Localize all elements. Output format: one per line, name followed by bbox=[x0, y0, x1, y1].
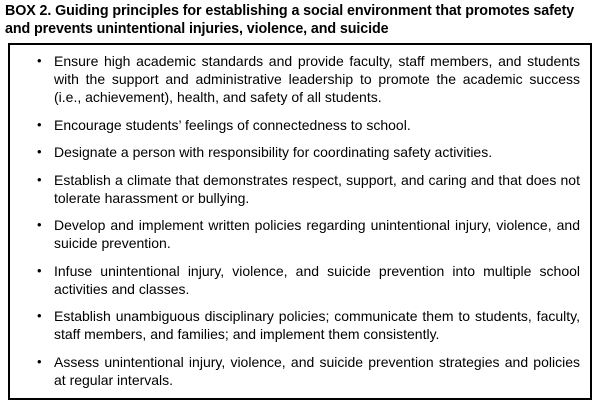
list-item-text: Establish a climate that demonstrates respect, support, and caring and that does not tolerate harassment or bullying. bbox=[54, 171, 580, 206]
list-item bbox=[37, 353, 580, 389]
bullet-icon: • bbox=[37, 171, 42, 187]
list-item-text: Develop and implement written policies regarding unintentional injury, violence, and suicide prevention. bbox=[54, 217, 580, 251]
list-item-text: Ensure high academic standards and provide faculty, staff members, and students with the support and administrative leadership to promote the academic success (i.e., achievement), health, and safety of all students. bbox=[54, 53, 580, 105]
box-heading: BOX 2. Guiding principles for establishing a social environment that promotes safety and prevents unintentional injuries, violence, and suicide bbox=[5, 3, 575, 37]
principles-list bbox=[10, 45, 590, 389]
list-item-text: Infuse unintentional injury, violence, and suicide prevention into multiple school activities and classes. bbox=[54, 262, 580, 297]
bullet-icon: • bbox=[37, 308, 42, 323]
bullet-icon: • bbox=[37, 262, 42, 278]
list-item-text: Encourage students’ feelings of connectedness to school. bbox=[54, 116, 411, 133]
bullet-icon: • bbox=[37, 144, 42, 159]
list-item bbox=[37, 307, 580, 343]
bullet-icon: • bbox=[37, 53, 42, 68]
list-item-text: Designate a person with responsibility for coordinating safety activities. bbox=[54, 144, 493, 160]
bullet-icon: • bbox=[37, 116, 42, 132]
bullet-icon: • bbox=[37, 353, 42, 369]
list-item bbox=[37, 52, 580, 106]
list-item bbox=[37, 116, 580, 134]
list-item-text: Assess unintentional injury, violence, and suicide prevention strategies and policies at regular intervals. bbox=[54, 353, 580, 388]
list-item bbox=[37, 262, 580, 298]
bullet-icon: • bbox=[37, 217, 42, 232]
list-item bbox=[37, 216, 580, 252]
list-item bbox=[37, 143, 580, 161]
list-item-text: Establish unambiguous disciplinary policies; communicate them to students, faculty, staff members, and families; and implement them consistently. bbox=[54, 308, 580, 342]
list-item bbox=[37, 171, 580, 207]
principles-box bbox=[8, 43, 592, 400]
